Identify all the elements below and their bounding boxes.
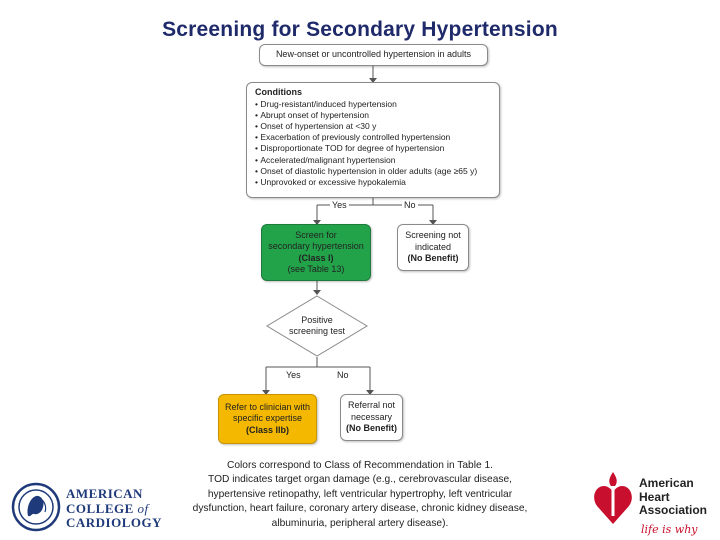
arrowhead (313, 290, 321, 295)
no-label: No (337, 370, 349, 380)
footnote-line: hypertensive retinopathy, left ventricular hypertrophy, left ventricular (207, 488, 513, 500)
aha-line: American (639, 476, 694, 490)
yes-label: Yes (286, 370, 301, 380)
acc-word-of: of (137, 500, 149, 516)
screen-class: (Class I) (298, 252, 334, 263)
acc-line: CARDIOLOGY (66, 515, 163, 530)
referral-class: (No Benefit) (346, 423, 397, 434)
footnote-line: albuminuria, peripheral artery disease). (271, 517, 449, 529)
screen-box (261, 224, 371, 281)
aha-line: Heart (639, 489, 670, 504)
screen-line: Screen for (295, 229, 337, 240)
start-box (259, 44, 488, 66)
screen-line: secondary hypertension (268, 241, 364, 251)
start-text: New-onset or uncontrolled hypertension in adults (275, 49, 472, 60)
footnote (150, 459, 570, 531)
acc-seal-icon (10, 482, 62, 532)
acc-line (66, 502, 162, 517)
yes-label: Yes (332, 200, 347, 210)
aha-wordmark (639, 477, 707, 518)
conditions-heading: Conditions (255, 87, 302, 97)
footnote-line: dysfunction, heart failure, coronary artery disease, chronic kidney disease, (192, 503, 528, 515)
not-indicated-class: (No Benefit) (407, 253, 459, 264)
refer-line: specific expertise (232, 413, 303, 424)
screen-table-ref: (see Table 13) (287, 264, 345, 274)
refer-line: Refer to clinician with (224, 401, 311, 412)
aha-heart-torch-icon (593, 468, 633, 528)
refer-class: (Class IIb) (245, 424, 289, 435)
no-label: No (404, 200, 416, 210)
footnote-line: TOD indicates target organ damage (e.g., cerebrovascular disease, (208, 474, 512, 486)
conditions-list (255, 99, 491, 189)
condition-item: • Onset of hypertension at <30 y (255, 121, 491, 132)
page-title: Screening for Secondary Hypertension (162, 18, 558, 41)
aha-line: Association (639, 503, 708, 517)
referral-line: Referral not (347, 400, 396, 411)
footnote-line: Colors correspond to Class of Recommendation in Table 1. (227, 460, 493, 471)
aha-tagline: life is why (641, 523, 698, 536)
condition-item: • Exacerbation of previously controlled hypertension (255, 132, 491, 143)
condition-item: • Abrupt onset of hypertension (255, 110, 491, 121)
conditions-box (246, 82, 500, 198)
acc-line: AMERICAN (66, 486, 143, 501)
acc-wordmark (66, 487, 162, 531)
decision-line: Positive (301, 314, 333, 325)
referral-line: necessary (350, 411, 393, 422)
not-indicated-line: indicated (414, 241, 452, 252)
refer-box (218, 394, 317, 444)
decision-text (277, 309, 357, 343)
not-indicated-box (397, 224, 469, 271)
referral-box (340, 394, 403, 441)
condition-item: • Onset of diastolic hypertension in older adults (age ≥65 y) (255, 166, 491, 177)
condition-item: • Unprovoked or excessive hypokalemia (255, 177, 491, 188)
decision-line: screening test (288, 326, 346, 336)
not-indicated-line: Screening not (405, 230, 461, 241)
condition-item: • Accelerated/malignant hypertension (255, 155, 491, 166)
condition-item: • Drug-resistant/induced hypertension (255, 99, 491, 110)
condition-item: • Disproportionate TOD for degree of hypertension (255, 143, 491, 154)
acc-word: COLLEGE (66, 500, 138, 516)
